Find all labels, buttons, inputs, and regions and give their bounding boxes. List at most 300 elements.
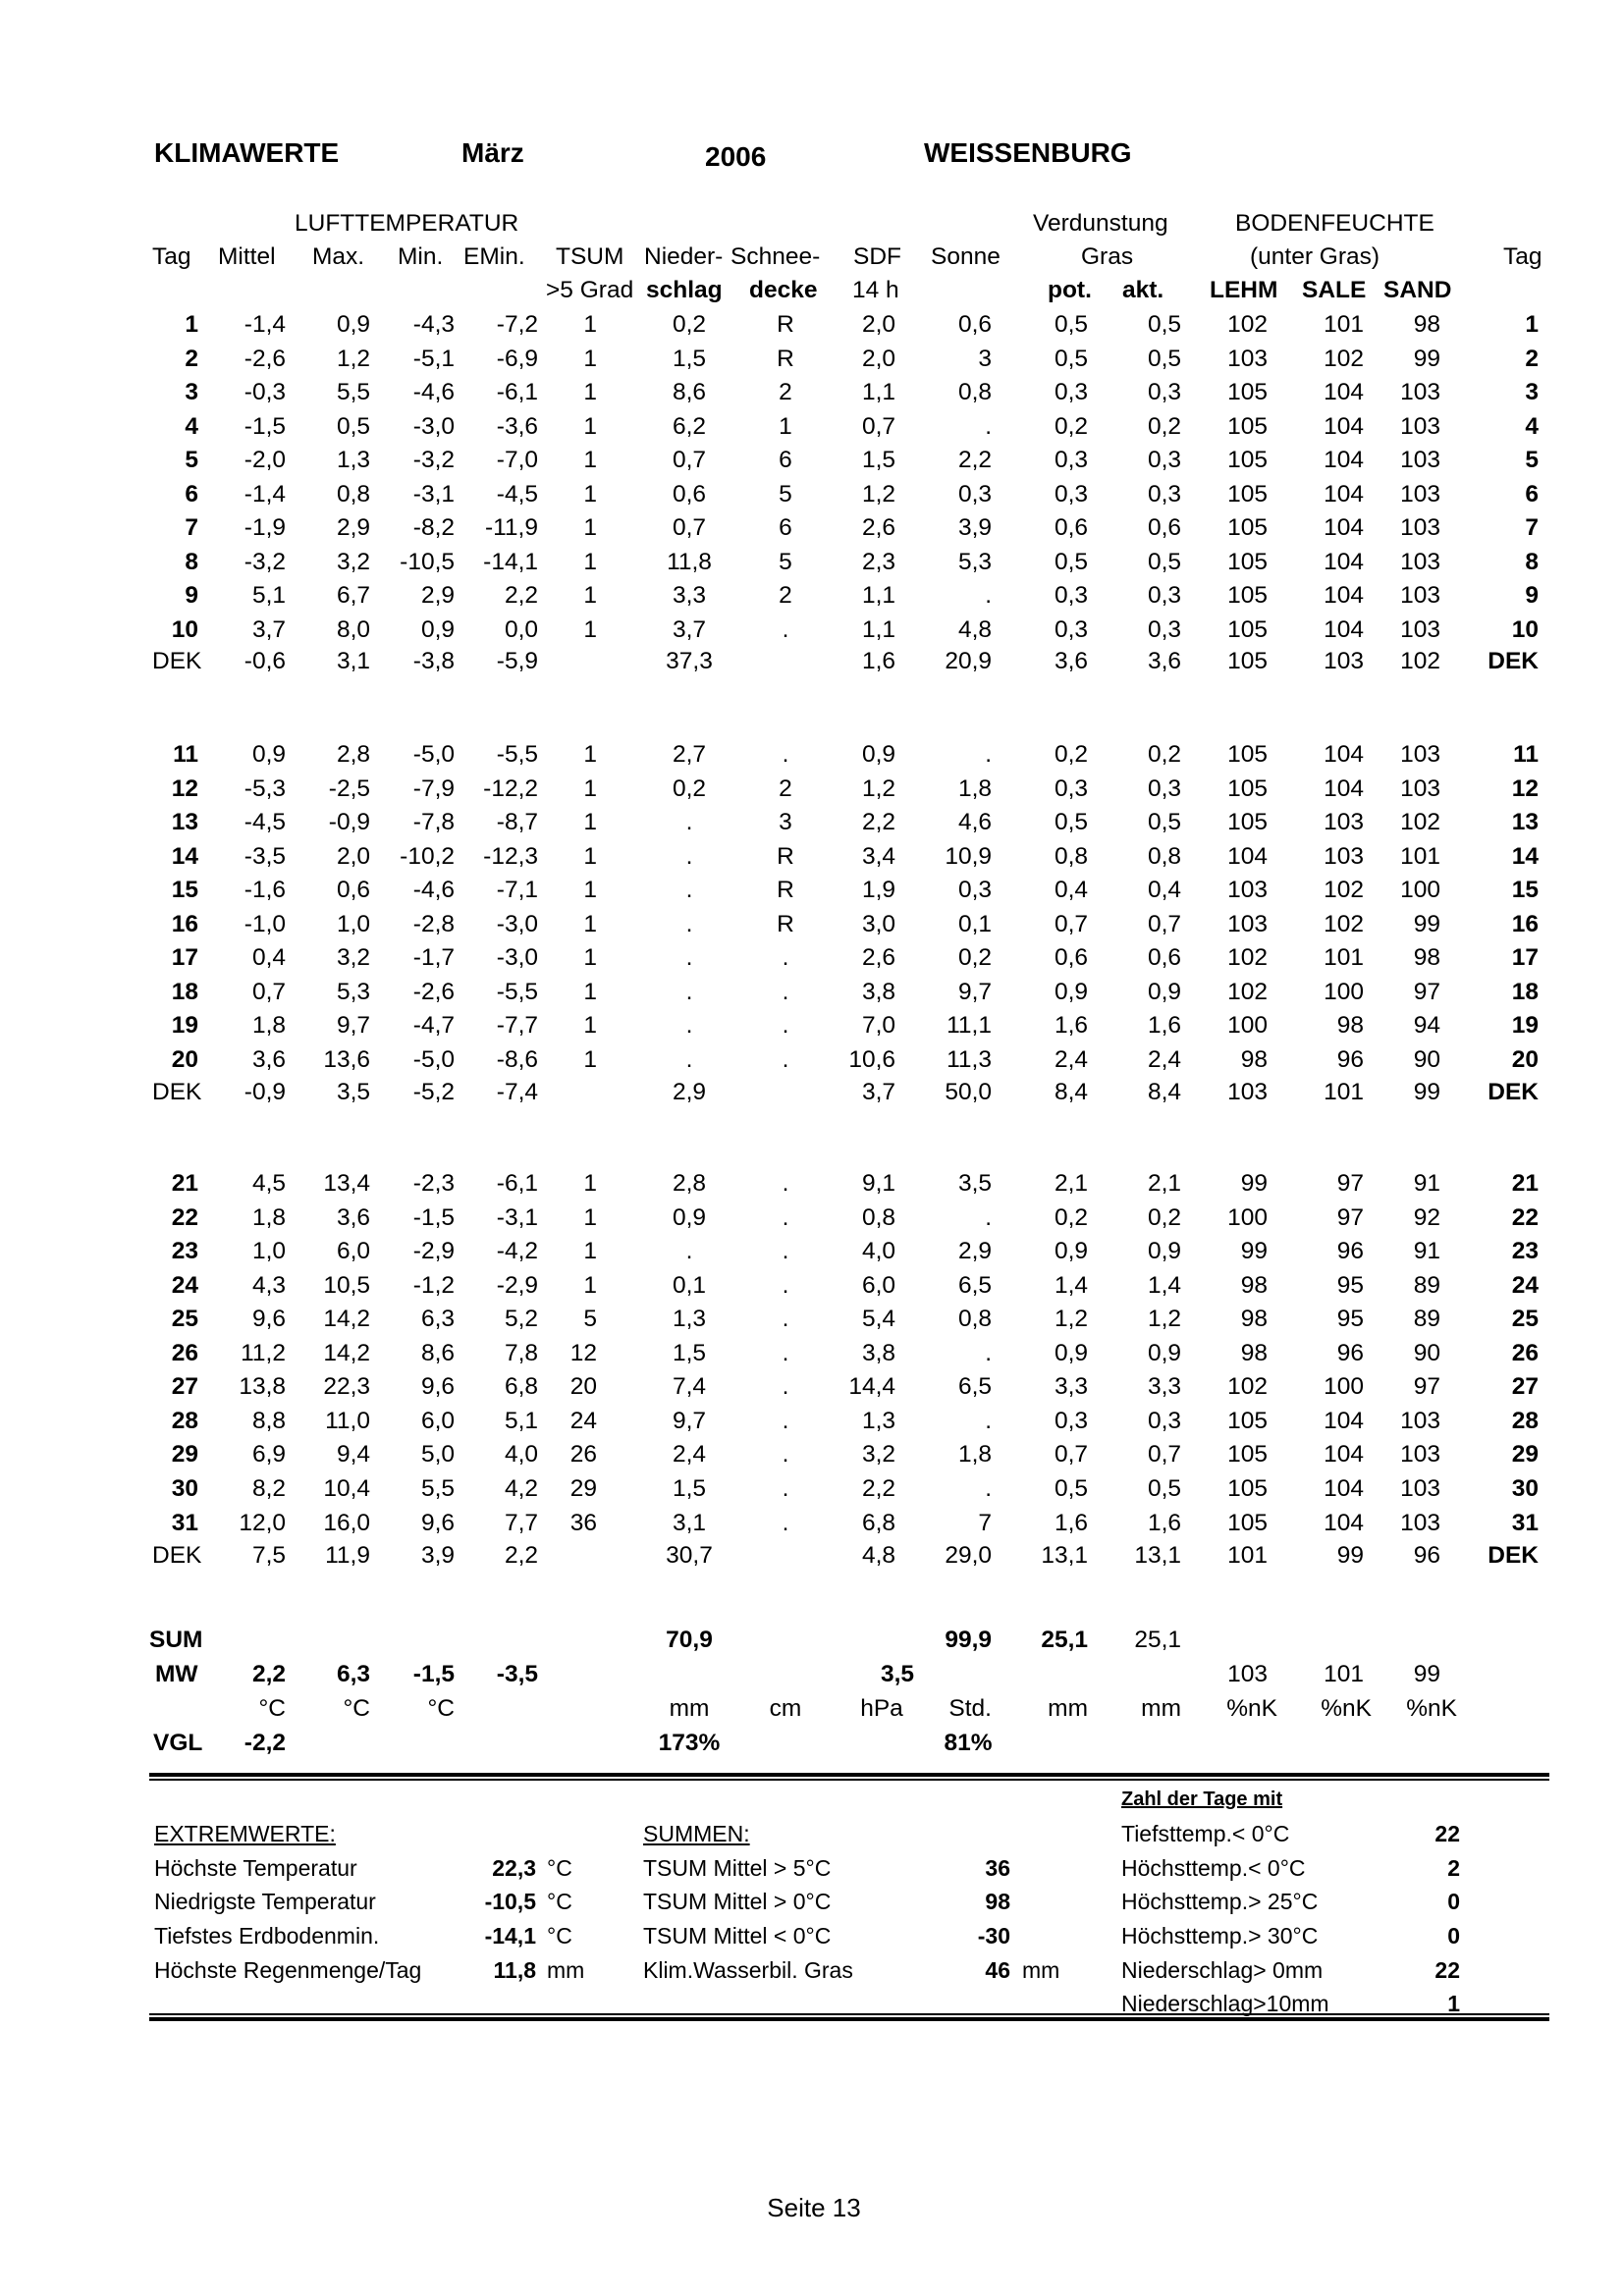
cell-niederschlag: 1,5 bbox=[672, 345, 707, 372]
cell-min: -5,0 bbox=[412, 1045, 455, 1073]
cell-lehm: 105 bbox=[1227, 514, 1268, 542]
cell-schneedecke: R bbox=[777, 910, 794, 937]
summary-mw-sale: 101 bbox=[1324, 1661, 1364, 1687]
cell-min: -7,8 bbox=[412, 809, 455, 836]
cell-verd-pot: 0,3 bbox=[1054, 774, 1088, 802]
cell-max: 16,0 bbox=[323, 1509, 370, 1536]
cell-schneedecke: . bbox=[782, 1271, 789, 1299]
cell-sand: 103 bbox=[1400, 1509, 1440, 1536]
cell-tag: 8 bbox=[185, 548, 198, 575]
cell-sonne: 0,8 bbox=[957, 1306, 992, 1333]
cell-lehm: 103 bbox=[1227, 910, 1268, 937]
cell-niederschlag: 2,7 bbox=[672, 741, 707, 768]
cell-sdf: 1,1 bbox=[861, 582, 895, 610]
cell-max: 0,5 bbox=[336, 412, 370, 440]
cell-min: 6,0 bbox=[420, 1407, 455, 1434]
cell-sale: 95 bbox=[1336, 1271, 1364, 1299]
cell-sonne: . bbox=[985, 1407, 992, 1434]
cell-mittel: -2,6 bbox=[243, 345, 286, 372]
cell-sdf: 3,2 bbox=[861, 1441, 895, 1468]
cell-emin: -11,9 bbox=[484, 514, 538, 542]
dek-max: 11,9 bbox=[325, 1542, 370, 1569]
summary-units-sale: %nK bbox=[1321, 1695, 1372, 1722]
cell-mittel: -0,3 bbox=[243, 379, 286, 406]
cell-schneedecke: . bbox=[782, 615, 789, 643]
cell-max: 9,4 bbox=[336, 1441, 370, 1468]
cell-tag: 4 bbox=[185, 412, 198, 440]
year: 2006 bbox=[705, 141, 767, 172]
cell-niederschlag: 2,4 bbox=[672, 1441, 707, 1468]
cell-max: 14,2 bbox=[323, 1306, 370, 1333]
cell-mittel: 4,3 bbox=[251, 1271, 286, 1299]
divider-top-thin bbox=[149, 1779, 1549, 1781]
cell-tag-right: 12 bbox=[1511, 774, 1539, 802]
cell-niederschlag: 0,2 bbox=[672, 311, 707, 338]
cell-sale: 104 bbox=[1324, 480, 1364, 507]
cell-min: -7,9 bbox=[412, 774, 455, 802]
cell-sand: 91 bbox=[1413, 1170, 1440, 1197]
cell-sonne: . bbox=[985, 1339, 992, 1366]
cell-mittel: -1,4 bbox=[243, 480, 286, 507]
dek-emin: -5,9 bbox=[496, 648, 538, 674]
cell-niederschlag: 1,5 bbox=[672, 1339, 707, 1366]
cell-tag: 9 bbox=[185, 582, 198, 610]
dek-min: -5,2 bbox=[412, 1079, 455, 1105]
dek-max: 3,5 bbox=[336, 1079, 370, 1105]
cell-sdf: 0,7 bbox=[861, 412, 895, 440]
cell-max: 1,2 bbox=[336, 345, 370, 372]
cell-min: -2,8 bbox=[412, 910, 455, 937]
dek-mittel: 7,5 bbox=[251, 1542, 286, 1569]
tage-value: 0 bbox=[1447, 1923, 1460, 1949]
cell-niederschlag: 0,6 bbox=[672, 480, 707, 507]
header-unter-gras: (unter Gras) bbox=[1250, 243, 1380, 270]
cell-sand: 100 bbox=[1400, 877, 1440, 904]
summary-mw-lehm: 103 bbox=[1227, 1661, 1268, 1687]
cell-emin: -8,7 bbox=[496, 809, 538, 836]
cell-tsum: 1 bbox=[583, 345, 597, 372]
cell-niederschlag: 8,6 bbox=[672, 379, 707, 406]
cell-sdf: 2,2 bbox=[861, 1474, 895, 1502]
extremwert-unit: °C bbox=[547, 1923, 572, 1949]
cell-emin: -6,1 bbox=[496, 1170, 538, 1197]
cell-sdf: 9,1 bbox=[861, 1170, 895, 1197]
summary-units-min: °C bbox=[427, 1695, 455, 1722]
cell-emin: 6,8 bbox=[504, 1373, 538, 1401]
cell-sdf: 1,9 bbox=[861, 877, 895, 904]
cell-mittel: 5,1 bbox=[251, 582, 286, 610]
cell-verd-pot: 0,3 bbox=[1054, 447, 1088, 474]
header-nieder: Nieder- bbox=[644, 243, 724, 270]
cell-sdf: 14,4 bbox=[848, 1373, 895, 1401]
cell-tag: 28 bbox=[171, 1407, 198, 1434]
cell-lehm: 105 bbox=[1227, 548, 1268, 575]
cell-sand: 98 bbox=[1413, 311, 1440, 338]
cell-tag: 5 bbox=[185, 447, 198, 474]
summary-mw-sdf: 3,5 bbox=[880, 1661, 914, 1687]
cell-sonne: 2,2 bbox=[957, 447, 992, 474]
cell-verd-akt: 0,9 bbox=[1147, 1238, 1181, 1265]
cell-mittel: -1,4 bbox=[243, 311, 286, 338]
header-sale: SALE bbox=[1302, 277, 1367, 303]
cell-tag: 29 bbox=[171, 1441, 198, 1468]
cell-sale: 104 bbox=[1324, 1441, 1364, 1468]
cell-tag-right: 17 bbox=[1511, 944, 1539, 972]
cell-emin: -14,1 bbox=[483, 548, 538, 575]
cell-max: 3,6 bbox=[336, 1203, 370, 1231]
cell-niederschlag: . bbox=[685, 842, 693, 870]
cell-sand: 90 bbox=[1413, 1045, 1440, 1073]
dek-mittel: -0,6 bbox=[243, 648, 286, 674]
cell-niederschlag: 6,2 bbox=[672, 412, 707, 440]
cell-verd-akt: 0,2 bbox=[1147, 412, 1181, 440]
cell-max: 8,0 bbox=[336, 615, 370, 643]
cell-lehm: 105 bbox=[1227, 809, 1268, 836]
cell-sale: 100 bbox=[1324, 1373, 1364, 1401]
dek-sand: 102 bbox=[1400, 648, 1440, 674]
cell-schneedecke: . bbox=[782, 1509, 789, 1536]
cell-tag-right: 10 bbox=[1511, 615, 1539, 643]
cell-sale: 104 bbox=[1324, 1407, 1364, 1434]
dek-niederschlag: 37,3 bbox=[666, 648, 713, 674]
cell-min: 9,6 bbox=[420, 1373, 455, 1401]
cell-niederschlag: . bbox=[685, 978, 693, 1005]
cell-sale: 96 bbox=[1336, 1238, 1364, 1265]
cell-verd-pot: 1,6 bbox=[1054, 1012, 1088, 1040]
cell-mittel: -1,9 bbox=[243, 514, 286, 542]
cell-sand: 103 bbox=[1400, 379, 1440, 406]
summary-sum-label: SUM bbox=[149, 1627, 203, 1653]
cell-niederschlag: 11,8 bbox=[667, 548, 712, 575]
summary-units-pot: mm bbox=[1048, 1695, 1088, 1722]
cell-tag: 16 bbox=[171, 910, 198, 937]
cell-sdf: 4,0 bbox=[861, 1238, 895, 1265]
cell-max: 3,2 bbox=[336, 944, 370, 972]
cell-niederschlag: . bbox=[685, 877, 693, 904]
cell-sonne: 0,3 bbox=[957, 877, 992, 904]
cell-mittel: 6,9 bbox=[251, 1441, 286, 1468]
cell-sdf: 0,9 bbox=[861, 741, 895, 768]
page-number: Seite 13 bbox=[767, 2193, 861, 2222]
cell-niederschlag: 3,1 bbox=[672, 1509, 707, 1536]
cell-tsum: 1 bbox=[583, 480, 597, 507]
cell-verd-akt: 0,3 bbox=[1147, 480, 1181, 507]
header-sdf-sub: 14 h bbox=[852, 277, 899, 303]
cell-emin: -2,9 bbox=[496, 1271, 538, 1299]
cell-mittel: -3,2 bbox=[243, 548, 286, 575]
cell-schneedecke: . bbox=[782, 1407, 789, 1434]
cell-schneedecke: 5 bbox=[779, 548, 792, 575]
dek-tag: DEK bbox=[152, 1079, 202, 1105]
cell-verd-akt: 0,9 bbox=[1147, 1339, 1181, 1366]
extremwert-unit: mm bbox=[547, 1957, 585, 1983]
cell-sonne: 1,8 bbox=[957, 1441, 992, 1468]
cell-max: 3,2 bbox=[336, 548, 370, 575]
cell-schneedecke: . bbox=[782, 1441, 789, 1468]
cell-tsum: 36 bbox=[569, 1509, 597, 1536]
dek-sdf: 3,7 bbox=[861, 1079, 895, 1105]
cell-verd-akt: 0,5 bbox=[1147, 1474, 1181, 1502]
cell-verd-pot: 0,4 bbox=[1054, 877, 1088, 904]
cell-sand: 99 bbox=[1413, 345, 1440, 372]
cell-lehm: 105 bbox=[1227, 412, 1268, 440]
cell-min: 5,0 bbox=[420, 1441, 455, 1468]
cell-emin: -6,9 bbox=[496, 345, 538, 372]
month: März bbox=[461, 137, 524, 168]
summary-vgl-sonne: 81% bbox=[944, 1730, 993, 1756]
cell-lehm: 105 bbox=[1227, 774, 1268, 802]
cell-lehm: 105 bbox=[1227, 480, 1268, 507]
cell-sand: 103 bbox=[1400, 582, 1440, 610]
dek-emin: -7,4 bbox=[496, 1079, 538, 1105]
dek-lehm: 103 bbox=[1227, 1079, 1268, 1105]
cell-tag-right: 8 bbox=[1525, 548, 1539, 575]
cell-min: -3,0 bbox=[412, 412, 455, 440]
header-pot: pot. bbox=[1048, 277, 1092, 303]
dek-lehm: 105 bbox=[1227, 648, 1268, 674]
cell-mittel: 0,7 bbox=[251, 978, 286, 1005]
cell-schneedecke: . bbox=[782, 1012, 789, 1040]
cell-min: -10,2 bbox=[400, 842, 455, 870]
cell-tag-right: 16 bbox=[1511, 910, 1539, 937]
cell-tag-right: 20 bbox=[1511, 1045, 1539, 1073]
cell-emin: 5,1 bbox=[504, 1407, 538, 1434]
cell-tag-right: 29 bbox=[1511, 1441, 1539, 1468]
tage-label: Höchsttemp.> 25°C bbox=[1121, 1889, 1319, 1914]
summary-units-lehm: %nK bbox=[1226, 1695, 1277, 1722]
dek-min: -3,8 bbox=[412, 648, 455, 674]
cell-mittel: 3,7 bbox=[251, 615, 286, 643]
cell-niederschlag: 0,7 bbox=[672, 514, 707, 542]
cell-verd-pot: 2,4 bbox=[1054, 1045, 1088, 1073]
dek-verd-pot: 3,6 bbox=[1054, 648, 1088, 674]
cell-sand: 89 bbox=[1413, 1306, 1440, 1333]
tage-label: Höchsttemp.> 30°C bbox=[1121, 1923, 1319, 1949]
cell-sdf: 1,2 bbox=[861, 480, 895, 507]
summen-value: 46 bbox=[985, 1957, 1010, 1983]
cell-max: 10,5 bbox=[323, 1271, 370, 1299]
station-name: WEISSENBURG bbox=[924, 137, 1132, 168]
cell-tag: 6 bbox=[185, 480, 198, 507]
cell-sale: 103 bbox=[1324, 809, 1364, 836]
cell-mittel: 8,2 bbox=[251, 1474, 286, 1502]
cell-verd-pot: 0,7 bbox=[1054, 1441, 1088, 1468]
summen-title: SUMMEN: bbox=[643, 1821, 750, 1846]
header-tag: Tag bbox=[152, 243, 191, 270]
cell-sonne: 2,9 bbox=[957, 1238, 992, 1265]
cell-sdf: 2,0 bbox=[861, 345, 895, 372]
cell-tsum: 1 bbox=[583, 514, 597, 542]
cell-verd-akt: 0,5 bbox=[1147, 311, 1181, 338]
cell-verd-pot: 2,1 bbox=[1054, 1170, 1088, 1197]
cell-schneedecke: R bbox=[777, 311, 794, 338]
cell-sdf: 2,6 bbox=[861, 514, 895, 542]
cell-tag-right: 27 bbox=[1511, 1373, 1539, 1401]
cell-tag-right: 21 bbox=[1511, 1170, 1539, 1197]
cell-tsum: 1 bbox=[583, 447, 597, 474]
cell-verd-akt: 0,7 bbox=[1147, 1441, 1181, 1468]
cell-tsum: 1 bbox=[583, 548, 597, 575]
cell-tsum: 1 bbox=[583, 379, 597, 406]
doc-title: KLIMAWERTE bbox=[154, 137, 340, 168]
cell-sand: 103 bbox=[1400, 615, 1440, 643]
cell-niederschlag: . bbox=[685, 1045, 693, 1073]
cell-sonne: 10,9 bbox=[945, 842, 992, 870]
cell-sale: 102 bbox=[1324, 877, 1364, 904]
cell-verd-pot: 1,6 bbox=[1054, 1509, 1088, 1536]
cell-min: -3,2 bbox=[412, 447, 455, 474]
cell-sand: 102 bbox=[1400, 809, 1440, 836]
cell-sale: 96 bbox=[1336, 1339, 1364, 1366]
cell-lehm: 102 bbox=[1227, 1373, 1268, 1401]
cell-verd-akt: 0,6 bbox=[1147, 944, 1181, 972]
cell-lehm: 100 bbox=[1227, 1012, 1268, 1040]
cell-sale: 104 bbox=[1324, 741, 1364, 768]
cell-mittel: 0,9 bbox=[251, 741, 286, 768]
cell-verd-pot: 0,2 bbox=[1054, 412, 1088, 440]
dek-sand: 96 bbox=[1413, 1542, 1440, 1569]
cell-verd-pot: 0,5 bbox=[1054, 809, 1088, 836]
cell-verd-akt: 0,3 bbox=[1147, 1407, 1181, 1434]
cell-lehm: 105 bbox=[1227, 741, 1268, 768]
cell-verd-pot: 0,6 bbox=[1054, 514, 1088, 542]
cell-sonne: 0,2 bbox=[957, 944, 992, 972]
cell-lehm: 105 bbox=[1227, 379, 1268, 406]
divider-bottom-thin bbox=[149, 2013, 1549, 2015]
cell-verd-pot: 0,3 bbox=[1054, 615, 1088, 643]
header-tsum-sub: >5 Grad bbox=[546, 277, 634, 303]
dek-sonne: 20,9 bbox=[945, 648, 992, 674]
cell-max: 2,9 bbox=[336, 514, 370, 542]
cell-min: -3,1 bbox=[412, 480, 455, 507]
cell-tag-right: 23 bbox=[1511, 1238, 1539, 1265]
cell-min: -8,2 bbox=[412, 514, 455, 542]
cell-lehm: 104 bbox=[1227, 842, 1268, 870]
extremwert-label: Höchste Regenmenge/Tag bbox=[154, 1957, 422, 1983]
tage-value: 1 bbox=[1447, 1991, 1460, 2016]
cell-emin: -7,0 bbox=[496, 447, 538, 474]
dek-max: 3,1 bbox=[336, 648, 370, 674]
cell-sdf: 2,0 bbox=[861, 311, 895, 338]
cell-tsum: 24 bbox=[569, 1407, 597, 1434]
cell-tag: 15 bbox=[171, 877, 198, 904]
cell-tsum: 1 bbox=[583, 311, 597, 338]
dek-tag-right: DEK bbox=[1488, 1542, 1539, 1569]
cell-mittel: 12,0 bbox=[239, 1509, 286, 1536]
cell-sand: 103 bbox=[1400, 741, 1440, 768]
cell-tsum: 1 bbox=[583, 842, 597, 870]
cell-sdf: 0,8 bbox=[861, 1203, 895, 1231]
cell-tag-right: 4 bbox=[1525, 412, 1539, 440]
cell-mittel: -2,0 bbox=[243, 447, 286, 474]
cell-sdf: 3,4 bbox=[861, 842, 895, 870]
cell-verd-pot: 0,3 bbox=[1054, 1407, 1088, 1434]
cell-sale: 104 bbox=[1324, 548, 1364, 575]
cell-tag-right: 3 bbox=[1525, 379, 1539, 406]
summary-units-sand: %nK bbox=[1406, 1695, 1457, 1722]
cell-tsum: 1 bbox=[583, 1238, 597, 1265]
cell-lehm: 103 bbox=[1227, 345, 1268, 372]
cell-emin: -3,1 bbox=[496, 1203, 538, 1231]
cell-sand: 97 bbox=[1413, 978, 1440, 1005]
cell-schneedecke: . bbox=[782, 1203, 789, 1231]
cell-sonne: 3 bbox=[978, 345, 992, 372]
cell-verd-akt: 0,3 bbox=[1147, 774, 1181, 802]
cell-tag-right: 19 bbox=[1511, 1012, 1539, 1040]
cell-mittel: 9,6 bbox=[251, 1306, 286, 1333]
cell-niederschlag: . bbox=[685, 809, 693, 836]
tage-label: Niederschlag> 0mm bbox=[1121, 1957, 1324, 1983]
cell-mittel: 8,8 bbox=[251, 1407, 286, 1434]
cell-sdf: 1,5 bbox=[861, 447, 895, 474]
cell-sale: 97 bbox=[1336, 1170, 1364, 1197]
cell-min: -2,9 bbox=[412, 1238, 455, 1265]
cell-sale: 104 bbox=[1324, 774, 1364, 802]
cell-sonne: 3,9 bbox=[957, 514, 992, 542]
summary-sum-sonne: 99,9 bbox=[945, 1627, 992, 1653]
dek-lehm: 101 bbox=[1227, 1542, 1268, 1569]
cell-max: 9,7 bbox=[336, 1012, 370, 1040]
cell-max: 0,9 bbox=[336, 311, 370, 338]
tage-label: Höchsttemp.< 0°C bbox=[1121, 1855, 1306, 1881]
cell-emin: 5,2 bbox=[504, 1306, 538, 1333]
cell-sdf: 3,8 bbox=[861, 1339, 895, 1366]
dek-tag-right: DEK bbox=[1488, 1079, 1539, 1105]
cell-sonne: 6,5 bbox=[957, 1373, 992, 1401]
cell-emin: -3,6 bbox=[496, 412, 538, 440]
cell-emin: 7,8 bbox=[504, 1339, 538, 1366]
cell-schneedecke: R bbox=[777, 842, 794, 870]
divider-top-thick bbox=[149, 1773, 1549, 1777]
cell-tag: 19 bbox=[171, 1012, 198, 1040]
cell-verd-pot: 3,3 bbox=[1054, 1373, 1088, 1401]
cell-sale: 102 bbox=[1324, 910, 1364, 937]
cell-sdf: 5,4 bbox=[861, 1306, 895, 1333]
cell-tsum: 20 bbox=[569, 1373, 597, 1401]
cell-emin: 2,2 bbox=[504, 582, 538, 610]
cell-verd-pot: 1,2 bbox=[1054, 1306, 1088, 1333]
cell-verd-pot: 0,5 bbox=[1054, 548, 1088, 575]
cell-lehm: 98 bbox=[1240, 1306, 1268, 1333]
cell-tag: 22 bbox=[171, 1203, 198, 1231]
cell-schneedecke: 6 bbox=[779, 514, 792, 542]
cell-sdf: 1,3 bbox=[861, 1407, 895, 1434]
cell-emin: -5,5 bbox=[496, 978, 538, 1005]
cell-max: 6,7 bbox=[336, 582, 370, 610]
cell-max: 0,8 bbox=[336, 480, 370, 507]
cell-max: 13,6 bbox=[323, 1045, 370, 1073]
cell-sale: 104 bbox=[1324, 447, 1364, 474]
cell-verd-pot: 1,4 bbox=[1054, 1271, 1088, 1299]
cell-sand: 98 bbox=[1413, 944, 1440, 972]
cell-emin: -4,5 bbox=[496, 480, 538, 507]
cell-verd-pot: 0,7 bbox=[1054, 910, 1088, 937]
header-lehm: LEHM bbox=[1210, 277, 1278, 303]
cell-verd-akt: 0,2 bbox=[1147, 741, 1181, 768]
cell-emin: 4,2 bbox=[504, 1474, 538, 1502]
cell-verd-akt: 1,2 bbox=[1147, 1306, 1181, 1333]
summary-units-max: °C bbox=[343, 1695, 370, 1722]
cell-lehm: 98 bbox=[1240, 1339, 1268, 1366]
cell-lehm: 103 bbox=[1227, 877, 1268, 904]
cell-tag-right: 14 bbox=[1511, 842, 1539, 870]
cell-schneedecke: . bbox=[782, 1306, 789, 1333]
cell-max: 13,4 bbox=[323, 1170, 370, 1197]
summary-mw-min: -1,5 bbox=[412, 1661, 455, 1687]
cell-tsum: 1 bbox=[583, 1203, 597, 1231]
cell-min: -2,3 bbox=[412, 1170, 455, 1197]
cell-sonne: 0,1 bbox=[957, 910, 992, 937]
